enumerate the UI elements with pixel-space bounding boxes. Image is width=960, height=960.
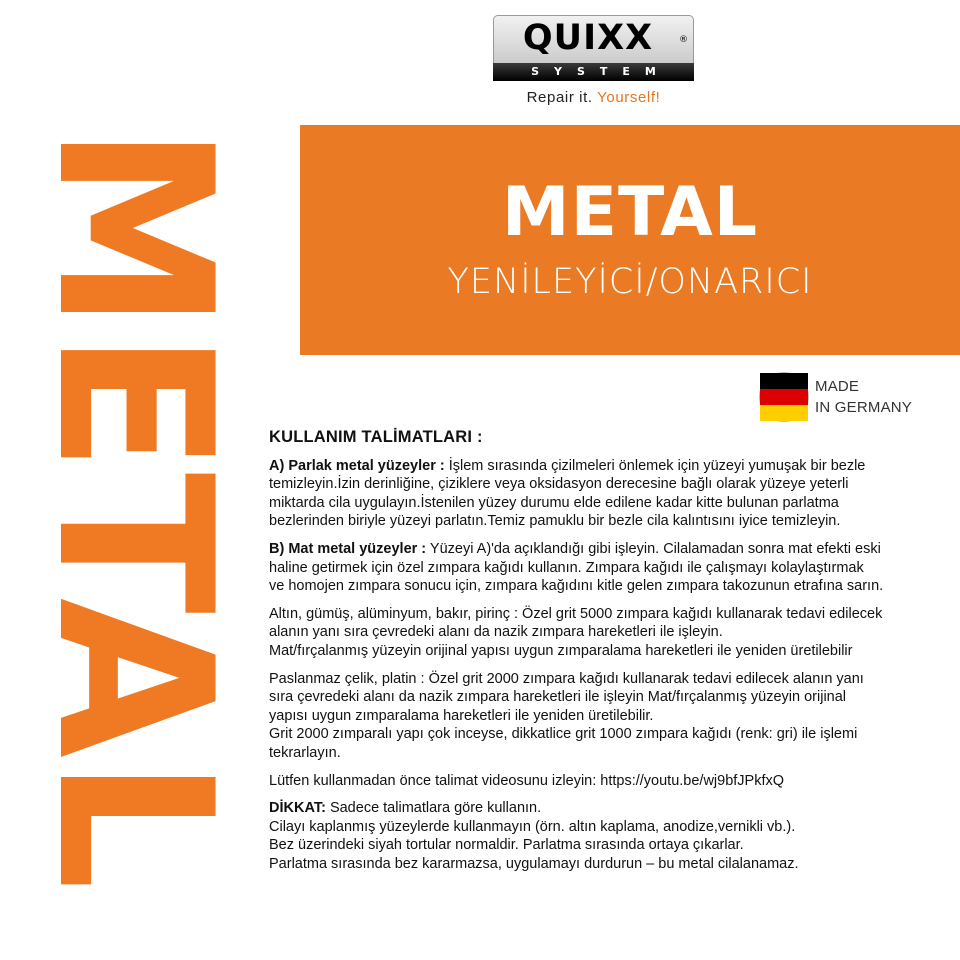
brand-logo bbox=[493, 15, 694, 81]
banner-title: METAL bbox=[501, 173, 759, 252]
instruction-paragraph bbox=[269, 540, 955, 596]
paragraph-line bbox=[269, 623, 955, 642]
registered-mark: ® bbox=[679, 35, 688, 45]
instruction-paragraph bbox=[269, 670, 955, 763]
paragraph-line bbox=[269, 818, 955, 837]
paragraph-text: sıra çevredeki alanı da nazik zımpara hareketleri ile işleyin Mat/fırçalanmış yüzeyin orijinal bbox=[269, 689, 847, 706]
tagline-part-1: Repair it. bbox=[526, 89, 598, 106]
paragraph-text: ve homojen zımpara sonucu için, zımpara kağıdını kitle gelen zımpara takozunun etrafına sarın. bbox=[269, 578, 884, 595]
made-line-2: IN GERMANY bbox=[815, 399, 913, 416]
paragraph-line bbox=[269, 799, 955, 818]
paragraph-line bbox=[269, 475, 955, 494]
paragraph-line bbox=[269, 836, 955, 855]
paragraph-text: yapısı uygun zımparalama hareketleri ile yeniden üretilebilir. bbox=[269, 707, 654, 724]
paragraph-text: Altın, gümüş, alüminyum, bakır, pirinç : Özel grit 5000 zımpara kağıdı kullanarak tedavi edilecek bbox=[269, 605, 883, 622]
vertical-metal-word bbox=[5, 125, 258, 909]
paragraph-line bbox=[269, 577, 955, 596]
paragraph-text: Lütfen kullanmadan önce talimat videosunu izleyin: https://youtu.be/wj9bfJPkfxQ bbox=[269, 772, 785, 789]
paragraph-text: bezlerinden biriyle yüzeyi parlatın.Temiz pamuklu bir bezle cila kalıntısını iyice temizleyin. bbox=[269, 513, 841, 530]
title-banner bbox=[300, 125, 960, 355]
paragraph-line bbox=[269, 725, 955, 744]
paragraph-text: İşlem sırasında çizilmeleri önlemek için yüzeyi yumuşak bir bezle bbox=[444, 457, 866, 474]
paragraph-line bbox=[269, 688, 955, 707]
paragraph-lead: B) Mat metal yüzeyler : bbox=[269, 540, 427, 557]
brand-tagline bbox=[493, 89, 694, 106]
paragraph-text: temizleyin.İzin derinliğine, çiziklere veya oksidasyon derecesine bağlı olarak yüzeye yeterli bbox=[269, 476, 849, 493]
paragraph-lead: DİKKAT: bbox=[269, 800, 326, 817]
paragraph-line bbox=[269, 772, 955, 791]
vertical-metal-text: METAL bbox=[11, 125, 258, 909]
paragraph-line bbox=[269, 707, 955, 726]
instruction-paragraph bbox=[269, 605, 955, 661]
instruction-paragraph bbox=[269, 457, 955, 531]
paragraph-line bbox=[269, 559, 955, 578]
paragraph-text: Paslanmaz çelik, platin : Özel grit 2000 zımpara kağıdı kullanarak tedavi edilecek alanın yanı bbox=[269, 670, 864, 687]
germany-flag-icon bbox=[760, 373, 808, 421]
paragraph-line bbox=[269, 855, 955, 874]
paragraph-text: alanın yanı sıra çevredeki alanı da nazik zımpara hareketleri ile işleyin. bbox=[269, 624, 723, 641]
paragraph-text: Mat/fırçalanmış yüzeyin orijinal yapısı uygun zımparalama hareketleri ile yeniden üretilebilir bbox=[269, 642, 853, 659]
paragraph-text: Grit 2000 zımparalı yapı çok inceyse, dikkatlice grit 1000 zımpara kağıdı (renk: gri) ile işlemi bbox=[269, 726, 858, 743]
paragraph-lead: A) Parlak metal yüzeyler : bbox=[269, 457, 445, 474]
instruction-paragraph bbox=[269, 772, 955, 791]
paragraph-text: miktarda cila uygulayın.İstenilen yüzey durumu elde edilene kadar kitte bulunan parlatma bbox=[269, 494, 839, 511]
made-in-germany bbox=[815, 376, 912, 418]
logo-wordmark: QUIXX bbox=[522, 18, 654, 58]
tagline-part-2: Yourself! bbox=[597, 89, 661, 106]
paragraph-line bbox=[269, 494, 955, 513]
made-line-1: MADE bbox=[815, 378, 860, 395]
paragraph-line bbox=[269, 605, 955, 624]
paragraph-text: Yüzeyi A)'da açıklandığı gibi işleyin. Cilalamadan sonra mat efekti eski bbox=[426, 540, 881, 557]
paragraph-line bbox=[269, 540, 955, 559]
paragraph-text: Cilayı kaplanmış yüzeylerde kullanmayın (örn. altın kaplama, anodize,vernikli vb.). bbox=[269, 818, 796, 835]
instruction-paragraph bbox=[269, 799, 955, 873]
paragraph-text: Sadece talimatlara göre kullanın. bbox=[325, 800, 542, 817]
paragraph-text: tekrarlayın. bbox=[269, 744, 341, 761]
instruction-paragraphs bbox=[269, 457, 955, 874]
paragraph-line bbox=[269, 457, 955, 476]
banner-subtitle: YENİLEYİCİ/ONARICI bbox=[447, 262, 813, 302]
paragraph-line bbox=[269, 512, 955, 531]
paragraph-line bbox=[269, 744, 955, 763]
logo-subtitle: SYSTEM bbox=[493, 63, 694, 81]
paragraph-text: haline getirmek için özel zımpara kağıdı kullanın. Zımpara kağıdı ile çalışmayı kolaylaştırmak bbox=[269, 559, 864, 576]
paragraph-text: Bez üzerindeki siyah tortular normaldir. Parlatma sırasında ortaya çıkarlar. bbox=[269, 837, 744, 854]
instructions bbox=[269, 428, 955, 882]
instructions-heading: KULLANIM TALİMATLARI : bbox=[269, 428, 483, 446]
paragraph-text: Parlatma sırasında bez kararmazsa, uygulamayı durdurun – bu metal cilalanamaz. bbox=[269, 855, 799, 872]
paragraph-line bbox=[269, 642, 955, 661]
paragraph-line bbox=[269, 670, 955, 689]
